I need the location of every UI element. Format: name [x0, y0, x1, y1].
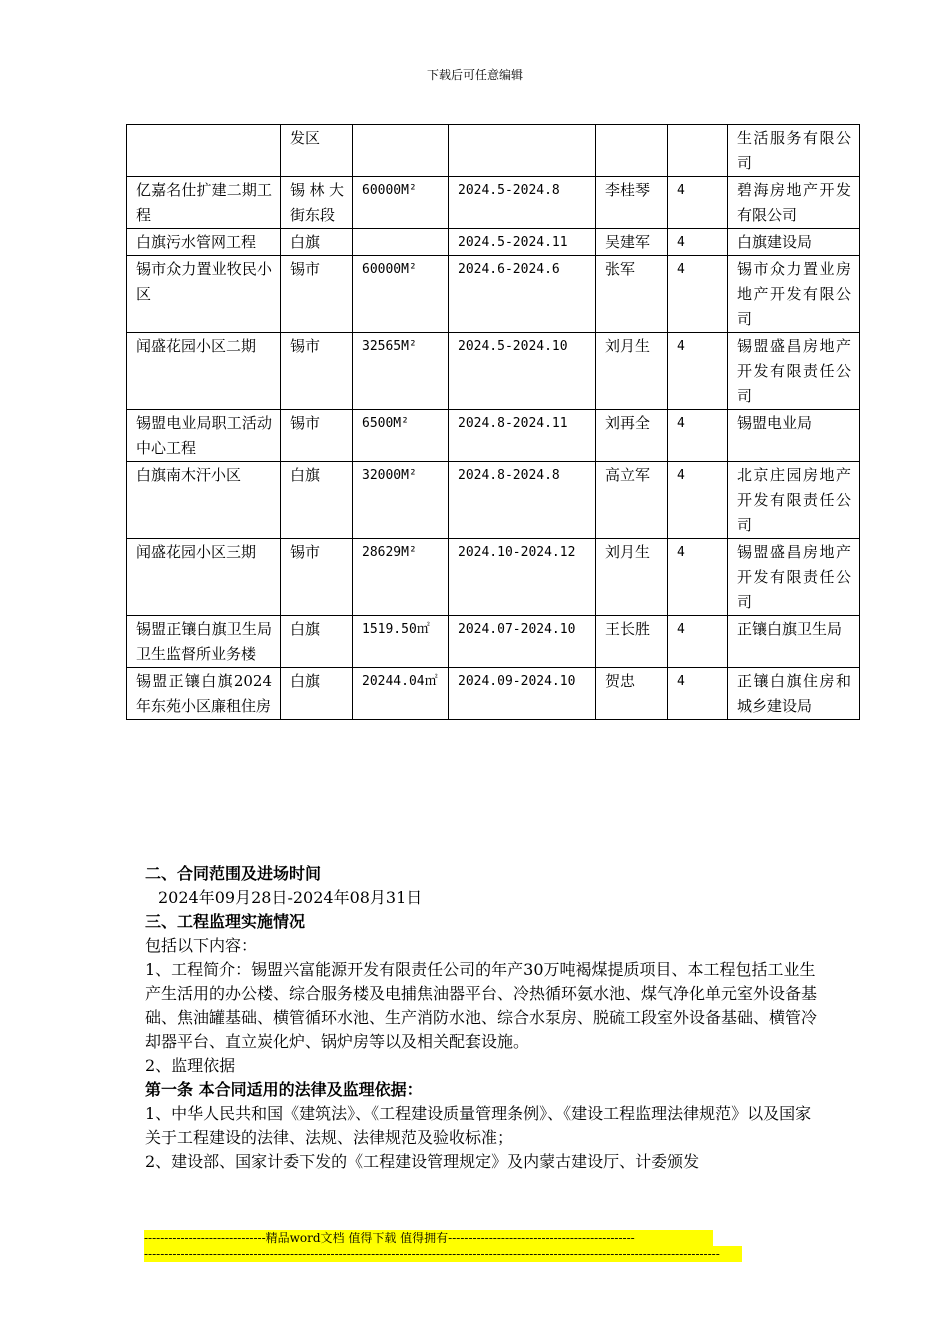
cell-area: 28629M²: [353, 539, 449, 616]
cell-count: 4: [668, 229, 728, 256]
cell-area: 32000M²: [353, 462, 449, 539]
cell-project-name: 锡盟正镶白旗2024年东苑小区廉租住房: [127, 668, 281, 720]
article-heading: 第一条 本合同适用的法律及监理依据：: [145, 1080, 423, 1099]
cell-area: [353, 125, 449, 177]
cell-period: 2024.5-2024.8: [449, 177, 596, 229]
cell-period: 2024.10-2024.12: [449, 539, 596, 616]
cell-count: [668, 125, 728, 177]
cell-owner: 锡市众力置业房地产开发有限公司: [728, 256, 860, 333]
cell-project-name: 锡盟电业局职工活动中心工程: [127, 410, 281, 462]
cell-period: 2024.8-2024.11: [449, 410, 596, 462]
table-row: [127, 177, 860, 229]
paragraph: 2、监理依据: [145, 1056, 236, 1075]
table-row: [127, 125, 860, 177]
document-body: [145, 862, 825, 1174]
cell-location: 锡市: [281, 256, 353, 333]
cell-count: 4: [668, 668, 728, 720]
cell-owner: 锡盟盛昌房地产开发有限责任公司: [728, 539, 860, 616]
cell-project-name: 锡市众力置业牧民小区: [127, 256, 281, 333]
cell-location: 白旗: [281, 462, 353, 539]
cell-project-name: 白旗污水管网工程: [127, 229, 281, 256]
paragraph: 2、建设部、国家计委下发的《工程建设管理规定》及内蒙古建设厅、计委颁发: [145, 1152, 700, 1171]
cell-period: 2024.09-2024.10: [449, 668, 596, 720]
cell-supervisor: 李桂琴: [596, 177, 668, 229]
cell-area: [353, 229, 449, 256]
cell-project-name: 闻盛花园小区二期: [127, 333, 281, 410]
page-footer: [144, 1230, 742, 1262]
cell-owner: 正镶白旗住房和城乡建设局: [728, 668, 860, 720]
cell-count: 4: [668, 177, 728, 229]
cell-count: 4: [668, 410, 728, 462]
cell-period: 2024.5-2024.11: [449, 229, 596, 256]
paragraph: 1、中华人民共和国《建筑法》、《工程建设质量管理条例》、《建设工程监理法律规范》以及国家关于工程建设的法律、法规、法律规范及验收标准；: [145, 1104, 812, 1147]
cell-supervisor: [596, 125, 668, 177]
cell-location: 锡市: [281, 333, 353, 410]
table-row: [127, 539, 860, 616]
cell-area: 6500M²: [353, 410, 449, 462]
project-table-body: [127, 125, 860, 720]
cell-area: 32565M²: [353, 333, 449, 410]
cell-supervisor: 高立军: [596, 462, 668, 539]
cell-supervisor: 刘月生: [596, 333, 668, 410]
cell-location: 锡市: [281, 539, 353, 616]
cell-project-name: [127, 125, 281, 177]
cell-supervisor: 张军: [596, 256, 668, 333]
contract-period: 2024年09月28日-2024年08月31日: [158, 888, 423, 907]
section-heading: 二、合同范围及进场时间: [145, 864, 322, 883]
cell-count: 4: [668, 256, 728, 333]
cell-project-name: 闻盛花园小区三期: [127, 539, 281, 616]
cell-owner: 生活服务有限公司: [728, 125, 860, 177]
table-row: [127, 333, 860, 410]
cell-project-name: 亿嘉名仕扩建二期工程: [127, 177, 281, 229]
cell-owner: 碧海房地产开发有限公司: [728, 177, 860, 229]
cell-period: [449, 125, 596, 177]
cell-area: 60000M²: [353, 177, 449, 229]
table-row: [127, 668, 860, 720]
table-row: [127, 616, 860, 668]
cell-supervisor: 刘月生: [596, 539, 668, 616]
cell-location: 发区: [281, 125, 353, 177]
project-table: [126, 124, 860, 720]
cell-project-name: 白旗南木汗小区: [127, 462, 281, 539]
cell-location: 白旗: [281, 616, 353, 668]
cell-period: 2024.6-2024.6: [449, 256, 596, 333]
cell-count: 4: [668, 616, 728, 668]
cell-supervisor: 刘再全: [596, 410, 668, 462]
cell-location: 白旗: [281, 229, 353, 256]
cell-owner: 白旗建设局: [728, 229, 860, 256]
table-row: [127, 462, 860, 539]
cell-area: 20244.04㎡: [353, 668, 449, 720]
cell-owner: 锡盟盛昌房地产开发有限责任公司: [728, 333, 860, 410]
cell-location: 白旗: [281, 668, 353, 720]
cell-project-name: 锡盟正镶白旗卫生局卫生监督所业务楼: [127, 616, 281, 668]
table-row: [127, 256, 860, 333]
cell-owner: 锡盟电业局: [728, 410, 860, 462]
page-header: 下载后可任意编辑: [426, 68, 523, 82]
cell-period: 2024.5-2024.10: [449, 333, 596, 410]
section-heading: 三、工程监理实施情况: [145, 912, 306, 931]
paragraph: 1、工程简介：锡盟兴富能源开发有限责任公司的年产30万吨褐煤提质项目、本工程包括工业生产生活用的办公楼、综合服务楼及电捕焦油器平台、冷热循环氨水池、煤气净化单元室外设备基础、焦油罐基础、横管循环水池、生产消防水池、综合水泵房、脱硫工段室外设备基础、横管冷却器平台、直立炭化炉、锅炉房等以及相关配套设施。: [145, 960, 818, 1051]
cell-area: 60000M²: [353, 256, 449, 333]
cell-owner: 北京庄园房地产开发有限责任公司: [728, 462, 860, 539]
footer-banner: ------------------------------精品word文档 值得下载 值得拥有----------------------------------------------: [144, 1230, 713, 1246]
paragraph: 包括以下内容：: [145, 936, 258, 955]
cell-supervisor: 贺忠: [596, 668, 668, 720]
cell-period: 2024.8-2024.8: [449, 462, 596, 539]
cell-owner: 正镶白旗卫生局: [728, 616, 860, 668]
footer-rule: ----------------------------------------------------------------------------------------------------------------------------------------------: [144, 1246, 742, 1262]
cell-area: 1519.50㎡: [353, 616, 449, 668]
cell-count: 4: [668, 333, 728, 410]
cell-location: 锡林大街东段: [281, 177, 353, 229]
table-row: [127, 229, 860, 256]
table-row: [127, 410, 860, 462]
cell-supervisor: 王长胜: [596, 616, 668, 668]
cell-location: 锡市: [281, 410, 353, 462]
cell-count: 4: [668, 539, 728, 616]
cell-count: 4: [668, 462, 728, 539]
cell-period: 2024.07-2024.10: [449, 616, 596, 668]
cell-supervisor: 吴建军: [596, 229, 668, 256]
